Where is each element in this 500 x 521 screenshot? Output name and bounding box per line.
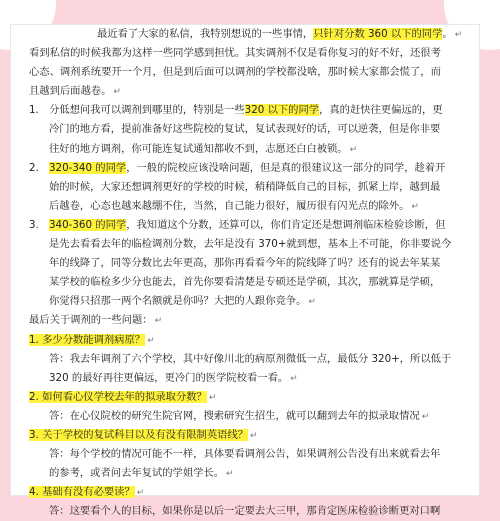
highlight-question: 2. 如何看心仪学校去年的拟录取分数？ [29, 390, 207, 403]
list-item-line [29, 273, 465, 292]
list-item-line [29, 197, 465, 216]
document-body [29, 25, 465, 521]
answer-line [29, 350, 465, 369]
highlight-question: 4. 基础有没有必要读？ [29, 486, 135, 499]
text: 的参考，或者问去年复试的学姐学长。 [49, 467, 225, 480]
text: 320 的最好再往更偏远，更冷门的医学院校看一看。 [49, 371, 289, 384]
text: ，我知道这个分数，还算可以，你们肯定还是想调剂临床检验诊断，但 [126, 218, 446, 231]
highlight-text: 320-340 的同学 [49, 161, 127, 174]
text: 答：我去年调剂了六个学校，其中好像川北的病原剂微低一点，最低分 320+，所以低于 [49, 352, 452, 365]
text: 往好的地方调剂，你可能连复试通知都收不到，志愿还白白被锁。 [49, 142, 348, 155]
paragraph-line [29, 25, 465, 44]
return-mark-icon: ↵ [136, 488, 145, 499]
return-mark-icon: ↵ [308, 297, 316, 308]
highlight [313, 28, 442, 40]
question [29, 483, 465, 502]
list-item-line [29, 120, 465, 139]
return-mark-icon: ↵ [421, 411, 430, 422]
highlight-text: 只针对分数 360 以下的同学 [313, 28, 443, 40]
list-item [29, 101, 465, 120]
highlight [49, 162, 126, 174]
question [29, 388, 465, 407]
list-item-line [29, 292, 465, 311]
list-item-line [29, 178, 465, 197]
return-mark-icon: ↵ [290, 373, 298, 384]
text: 。 [442, 28, 453, 40]
highlight [245, 104, 319, 116]
return-mark-icon: ↵ [349, 144, 358, 155]
highlight-question: 1. 多少分数能调剂病原？ [29, 333, 146, 346]
section-heading [29, 311, 465, 330]
highlight-text: 340-360 的同学 [49, 218, 127, 231]
question [29, 426, 465, 445]
text: 是先去看看去年的临检调剂分数，去年是没有 370+就到想，基本上不可能，你非要说今 [49, 238, 452, 251]
list-item [29, 216, 465, 235]
return-mark-icon: ↵ [154, 316, 163, 327]
return-mark-icon: ↵ [208, 392, 217, 403]
text: 冷门的地方看，提前准备好这些院校的复试，复试表现好的话，可以逆袭，但是你非要 [49, 123, 441, 136]
list-number: 3. [29, 218, 39, 231]
return-mark-icon: ↵ [250, 430, 258, 441]
paragraph-line [29, 63, 465, 82]
list-item-line [29, 235, 465, 254]
return-mark-icon: ↵ [226, 469, 234, 480]
answer-line [29, 407, 465, 426]
answer-line [29, 502, 465, 521]
highlight-question: 3. 关于学校的复试科目以及有没有限制英语线？ [29, 428, 249, 441]
text: 后越卷，心态也越来越绷不住，当然，自己能力很好，履历很有闪光点的除外。 [49, 199, 410, 212]
list-number: 2. [29, 161, 39, 174]
text: 答：这要看个人的目标，如果你是以后一定要去大三甲，那肯定医床检验诊断更对口啊 [49, 505, 441, 518]
text: 你觉得只招那一两个名额就是你吗？大把的人跟你竞争。 [49, 295, 307, 308]
return-mark-icon: ↵ [113, 87, 121, 98]
document-page [10, 24, 480, 518]
text: 答：每个学校的情况可能不一样，具体要看调剂公告，如果调剂公告没有出来就看去年 [49, 448, 441, 461]
answer-line [29, 445, 465, 464]
return-mark-icon: ↵ [454, 30, 463, 40]
answer-line [29, 369, 465, 388]
list-item [29, 159, 465, 178]
text: 最近看了大家的私信，我特别想说的一些事情， [97, 28, 314, 40]
text: 且越到后面越卷。 [29, 85, 112, 98]
text: 始的时候，大家还想调剂更好的学校的时候，稍稍降低自己的目标，抓紧上岸，越到最 [49, 180, 441, 193]
list-item-line [29, 140, 465, 159]
text: 看到私信的时候我都为这样一些同学感到担忧。其实调剂不仅是看你复习的好不好，还很考 [29, 47, 441, 60]
text: 年的线降了，同等分数比去年更高，那你再看看今年的院线降了吗？还有的说去年某某 [49, 257, 441, 270]
return-mark-icon: ↵ [411, 201, 419, 212]
text: 某学校的临检多少分也能去，首先你要看清楚是专硕还是学硕，其次，那就算是学硕， [49, 276, 441, 289]
highlight-text: 320 以下的同学 [244, 104, 320, 117]
text: 最后关于调剂的一些问题： [29, 314, 153, 327]
paragraph-line [29, 44, 465, 63]
text: ，一般的院校应该没啥问题，但是真的很建议这一部分的同学，趁着开 [126, 161, 446, 174]
answer-line [29, 464, 465, 483]
paragraph-line [29, 82, 465, 101]
text: 分低想问我可以调剂到哪里的，特别是一些 [49, 104, 245, 117]
highlight [49, 219, 126, 231]
return-mark-icon: ↵ [147, 335, 155, 346]
text: 心态、调剂系统要开一个月，但是到后面可以调剂的学校都没啥，那时候大家都会慌了，而 [29, 66, 441, 79]
text: ，真的赶快往更偏远的，更 [319, 104, 443, 117]
list-item-line [29, 254, 465, 273]
text: 答：在心仪院校的研究生院官网，搜索研究生招生，就可以翻到去年的拟录取情况 [49, 409, 420, 422]
list-number: 1. [29, 104, 39, 117]
question [29, 331, 465, 350]
